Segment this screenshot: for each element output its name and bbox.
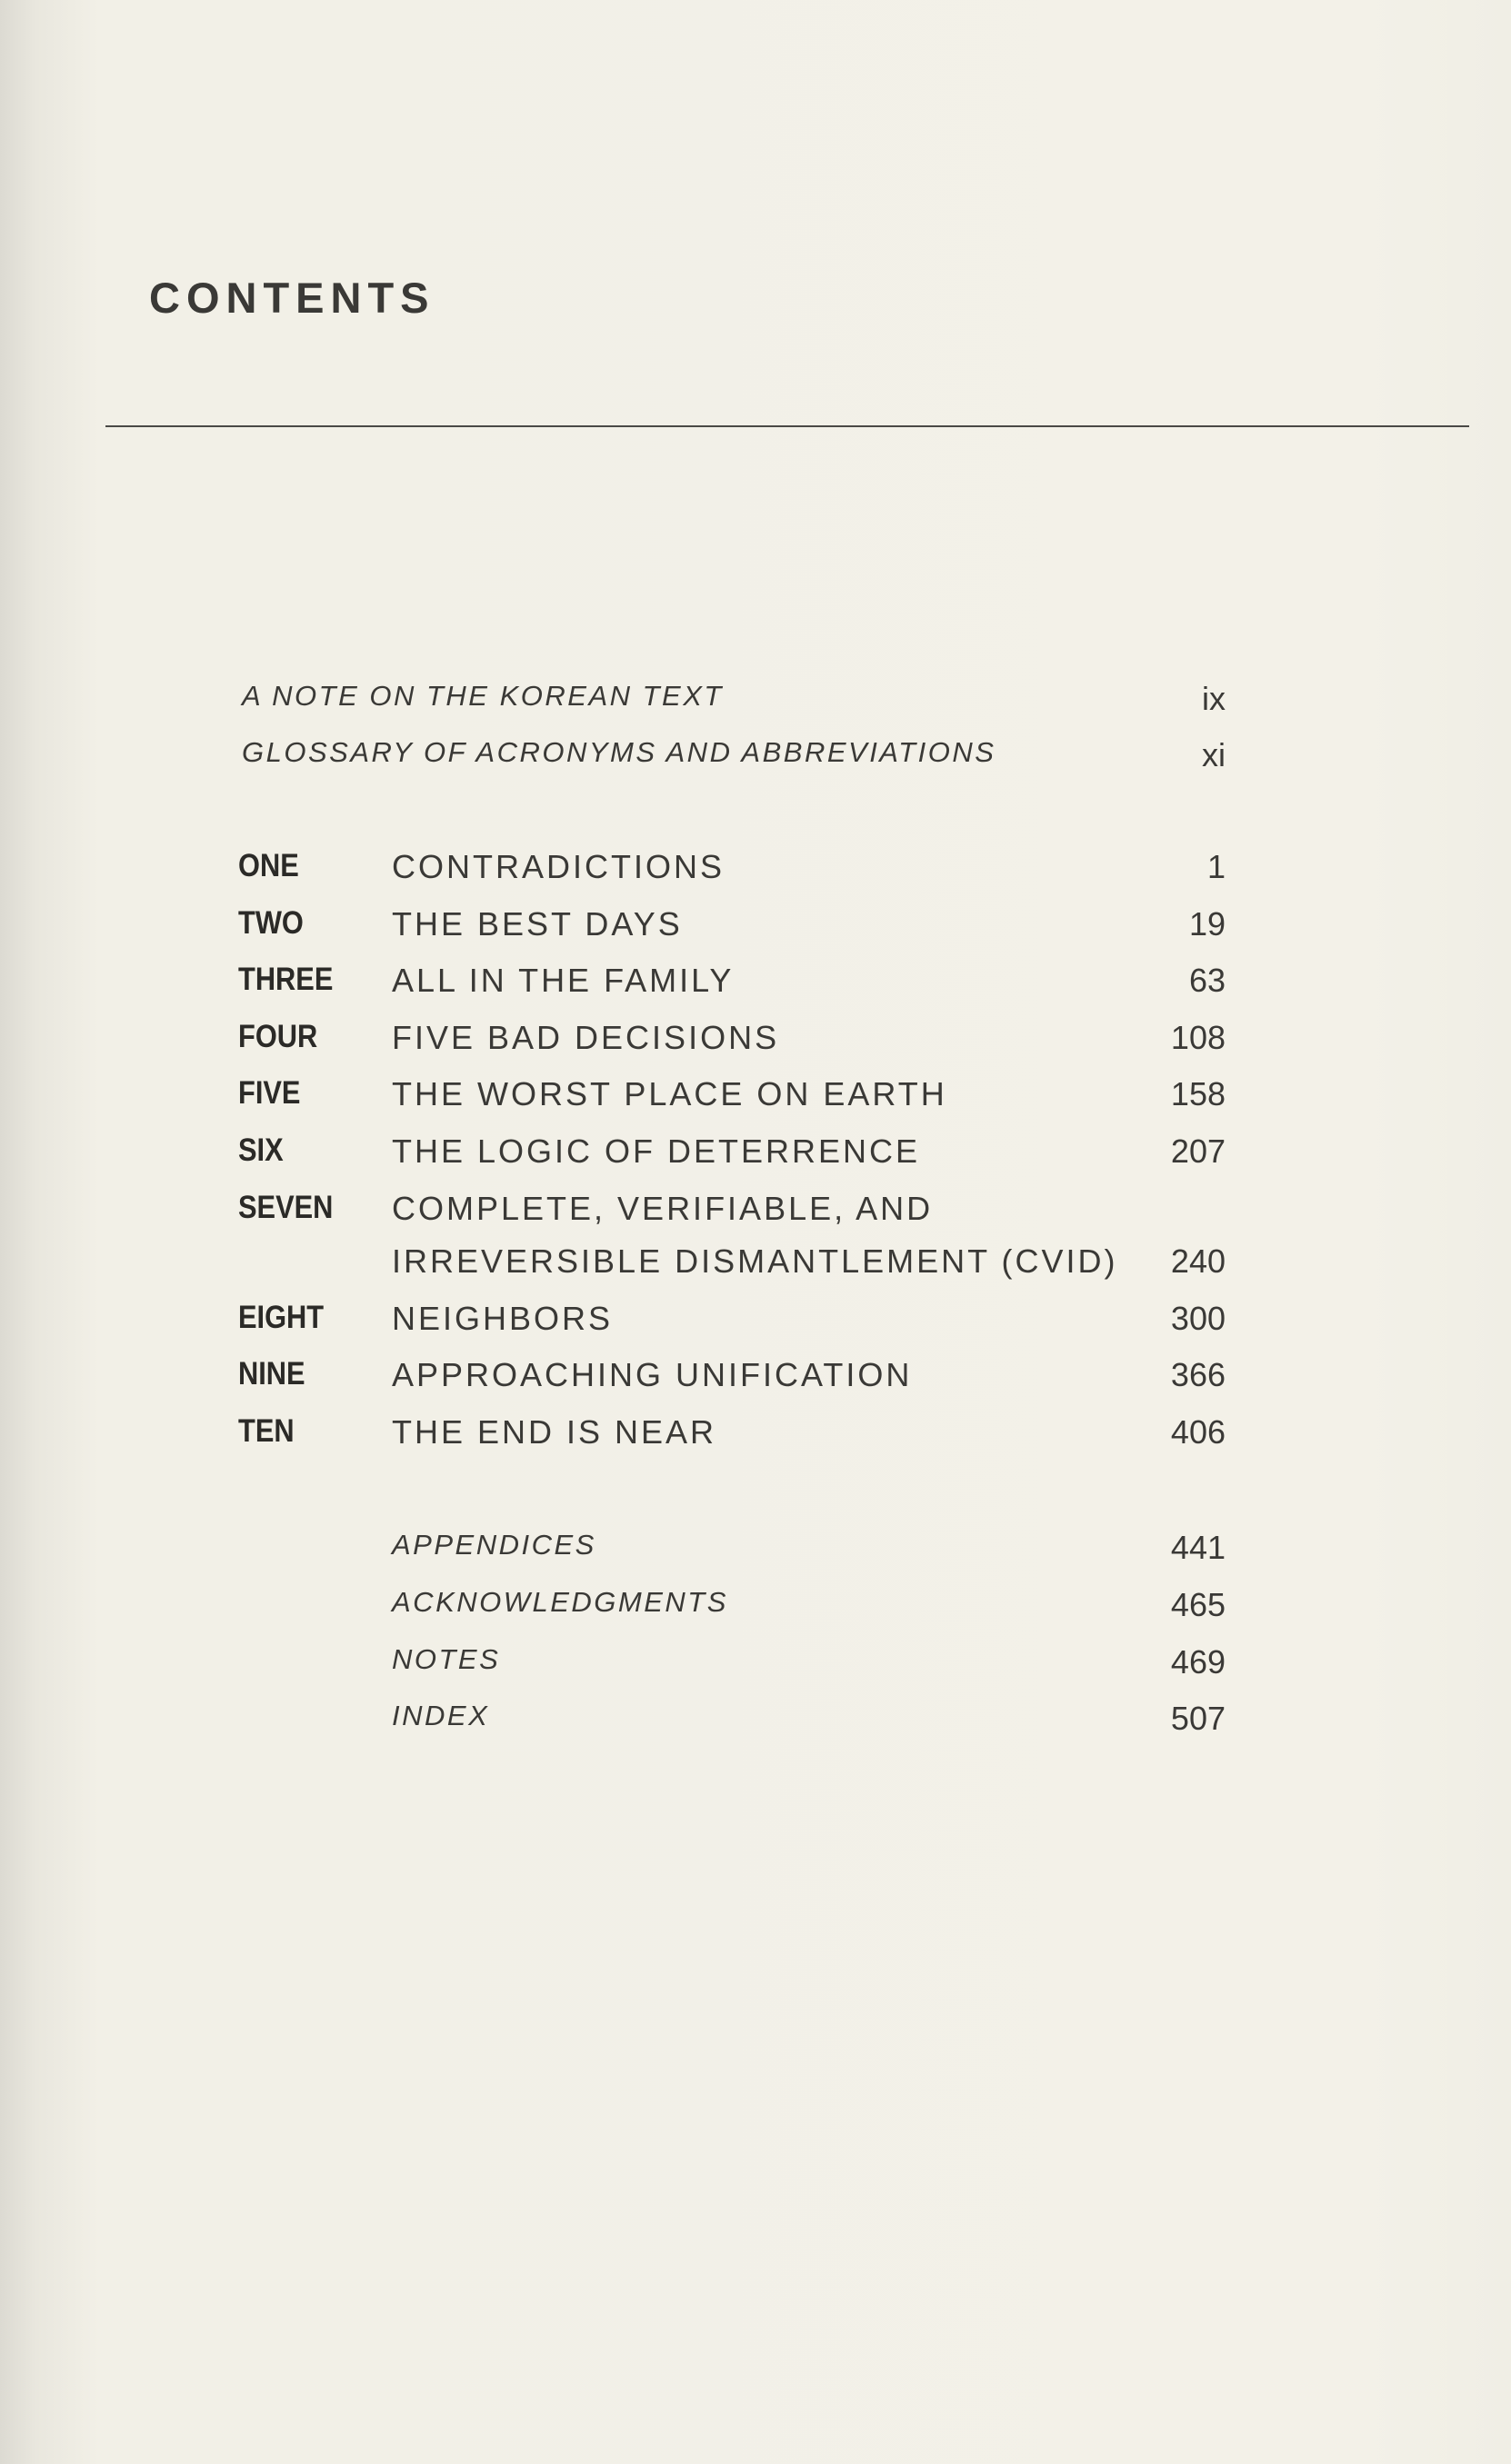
toc-chapter-item[interactable]: [0, 905, 1511, 956]
chapter-number: FIVE: [238, 1075, 301, 1111]
toc-page-number: 441: [1170, 1529, 1226, 1566]
toc-front-matter-item[interactable]: [0, 680, 1511, 731]
toc-page-number: 240: [1170, 1242, 1226, 1280]
chapter-number: EIGHT: [238, 1300, 325, 1335]
toc-page-number: 469: [1170, 1643, 1226, 1681]
toc-back-matter-item[interactable]: [0, 1586, 1511, 1637]
toc-page-number: 108: [1170, 1019, 1226, 1056]
chapter-title: FIVE BAD DECISIONS: [392, 1019, 780, 1056]
toc-page-number: ix: [1202, 680, 1226, 717]
toc-page-number: 207: [1170, 1132, 1226, 1170]
chapter-number: ONE: [238, 848, 299, 883]
toc-page-number: 366: [1170, 1356, 1226, 1393]
toc-entry-label: A NOTE ON THE KOREAN TEXT: [242, 680, 724, 712]
chapter-title-line2: IRREVERSIBLE DISMANTLEMENT (CVID): [392, 1242, 1118, 1280]
toc-chapter-item[interactable]: [0, 1356, 1511, 1407]
toc-page-number: 507: [1170, 1700, 1226, 1737]
toc-chapter-item[interactable]: [0, 1075, 1511, 1126]
toc-page-number: 158: [1170, 1075, 1226, 1112]
toc-chapter-item[interactable]: [0, 1413, 1511, 1464]
toc-page-number: 406: [1170, 1413, 1226, 1451]
chapter-number: NINE: [238, 1356, 305, 1392]
chapter-title: COMPLETE, VERIFIABLE, AND: [392, 1190, 934, 1227]
chapter-title: CONTRADICTIONS: [392, 848, 725, 885]
toc-page-number: 1: [1206, 848, 1226, 885]
toc-page-number: 465: [1170, 1586, 1226, 1623]
toc-chapter-item[interactable]: [0, 1300, 1511, 1351]
chapter-number: THREE: [238, 962, 334, 997]
toc-front-matter-item[interactable]: [0, 736, 1511, 787]
toc-chapter-item[interactable]: [0, 848, 1511, 899]
chapter-title: THE END IS NEAR: [392, 1413, 717, 1451]
toc-chapter-item[interactable]: [0, 962, 1511, 1013]
toc-chapter-item[interactable]: [0, 1190, 1511, 1299]
toc-back-matter-item[interactable]: [0, 1529, 1511, 1580]
chapter-number: FOUR: [238, 1019, 318, 1054]
chapter-number: TWO: [238, 905, 304, 941]
chapter-number: SEVEN: [238, 1190, 334, 1225]
chapter-number: TEN: [238, 1413, 295, 1449]
toc-chapter-item[interactable]: [0, 1132, 1511, 1183]
chapter-title: ALL IN THE FAMILY: [392, 962, 735, 999]
toc-page-number: 63: [1188, 962, 1226, 999]
toc-back-matter-item[interactable]: [0, 1700, 1511, 1751]
toc-entry-label: APPENDICES: [392, 1529, 596, 1561]
chapter-title: APPROACHING UNIFICATION: [392, 1356, 913, 1393]
toc-entry-label: ACKNOWLEDGMENTS: [392, 1586, 728, 1618]
chapter-title: THE LOGIC OF DETERRENCE: [392, 1132, 921, 1170]
chapter-title: THE BEST DAYS: [392, 905, 683, 943]
toc-page-number: 19: [1188, 905, 1226, 943]
page-title: CONTENTS: [149, 274, 435, 322]
toc-entry-label: INDEX: [392, 1700, 490, 1731]
toc-page-number: xi: [1202, 736, 1226, 773]
toc-entry-label: GLOSSARY OF ACRONYMS AND ABBREVIATIONS: [242, 736, 996, 768]
toc-entry-label: NOTES: [392, 1643, 501, 1675]
heading-divider: [105, 425, 1469, 427]
chapter-title: THE WORST PLACE ON EARTH: [392, 1075, 947, 1112]
toc-page-number: 300: [1170, 1300, 1226, 1337]
toc-back-matter-item[interactable]: [0, 1643, 1511, 1694]
chapter-title: NEIGHBORS: [392, 1300, 614, 1337]
chapter-number: SIX: [238, 1132, 284, 1168]
toc-chapter-item[interactable]: [0, 1019, 1511, 1070]
